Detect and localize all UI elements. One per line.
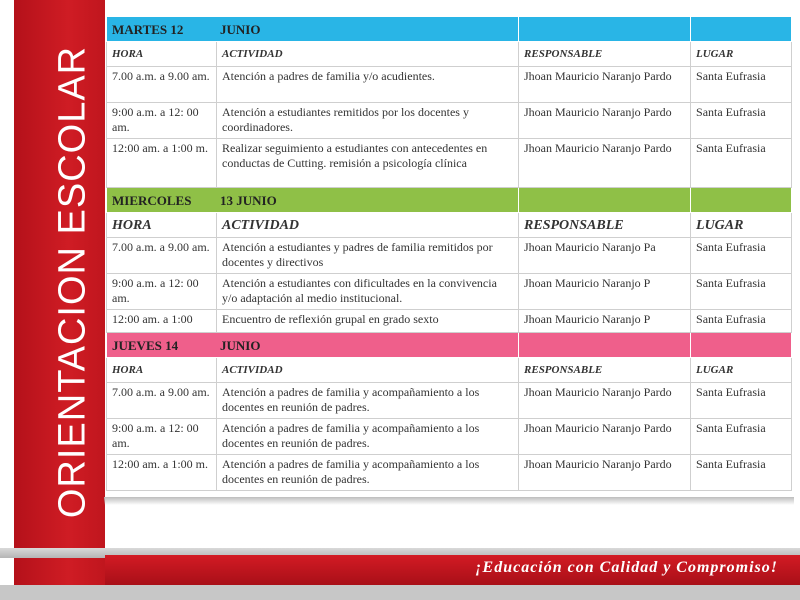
header-actividad: ACTIVIDAD (217, 42, 519, 67)
cell-lugar: Santa Eufrasia (691, 419, 792, 455)
cell-actividad: Atención a estudiantes remitidos por los docentes y coordinadores. (217, 103, 519, 139)
cell-responsable: Jhoan Mauricio Naranjo P (519, 274, 691, 310)
cell-responsable: Jhoan Mauricio Naranjo Pardo (519, 67, 691, 103)
cell-hora: 12:00 am. a 1:00 m. (107, 139, 217, 188)
table-row (107, 419, 792, 455)
sidebar-band (14, 0, 105, 600)
cell-responsable: Jhoan Mauricio Naranjo Pardo (519, 139, 691, 188)
schedule-table (106, 16, 792, 491)
column-headers (107, 42, 792, 67)
cell-hora: 7.00 a.m. a 9.00 am. (107, 383, 217, 419)
cell-lugar: Santa Eufrasia (691, 455, 792, 491)
header-lugar: LUGAR (691, 42, 792, 67)
header-lugar: LUGAR (691, 213, 792, 238)
cell-responsable: Jhoan Mauricio Naranjo P (519, 310, 691, 333)
day-label: MIERCOLES (112, 192, 192, 208)
column-headers (107, 358, 792, 383)
table-row (107, 238, 792, 274)
header-actividad: ACTIVIDAD (217, 358, 519, 383)
cell-lugar: Santa Eufrasia (691, 383, 792, 419)
cell-actividad: Atención a padres de familia y acompañamiento a los docentes en reunión de padres. (217, 419, 519, 455)
cell-hora: 12:00 am. a 1:00 m. (107, 455, 217, 491)
cell-hora: 7.00 a.m. a 9.00 am. (107, 238, 217, 274)
table-row (107, 274, 792, 310)
header-responsable: RESPONSABLE (519, 213, 691, 238)
cell-actividad: Atención a estudiantes con dificultades en la convivencia y/o adaptación al medio institucional. (217, 274, 519, 310)
table-row (107, 310, 792, 333)
table-row (107, 67, 792, 103)
table-row (107, 455, 792, 491)
day-label: MARTES 12 (112, 21, 184, 37)
cell-actividad: Atención a padres de familia y acompañamiento a los docentes en reunión de padres. (217, 383, 519, 419)
table-shadow (104, 497, 794, 505)
footer-slogan: ¡Educación con Calidad y Compromiso! (475, 559, 778, 576)
cell-actividad: Encuentro de reflexión grupal en grado sexto (217, 310, 519, 333)
table-row (107, 103, 792, 139)
cell-actividad: Atención a padres de familia y acompañamiento a los docentes en reunión de padres. (217, 455, 519, 491)
month-label: 13 JUNIO (220, 192, 277, 208)
day-header-martes (107, 17, 792, 42)
cell-lugar: Santa Eufrasia (691, 103, 792, 139)
cell-actividad: Atención a padres de familia y/o acudientes. (217, 67, 519, 103)
header-hora: HORA (107, 213, 217, 238)
header-responsable: RESPONSABLE (519, 358, 691, 383)
header-responsable: RESPONSABLE (519, 42, 691, 67)
cell-lugar: Santa Eufrasia (691, 310, 792, 333)
month-label: JUNIO (220, 21, 261, 37)
table-row (107, 383, 792, 419)
footer-line (0, 585, 800, 600)
column-headers (107, 213, 792, 238)
cell-responsable: Jhoan Mauricio Naranjo Pardo (519, 103, 691, 139)
cell-lugar: Santa Eufrasia (691, 238, 792, 274)
header-lugar: LUGAR (691, 358, 792, 383)
day-label: JUEVES 14 (112, 337, 179, 353)
cell-hora: 12:00 am. a 1:00 (107, 310, 217, 333)
table-row (107, 139, 792, 188)
cell-hora: 7.00 a.m. a 9.00 am. (107, 67, 217, 103)
sidebar-title: ORIENTACION ESCOLAR (51, 45, 94, 519)
cell-hora: 9:00 a.m. a 12: 00 am. (107, 274, 217, 310)
cell-responsable: Jhoan Mauricio Naranjo Pardo (519, 455, 691, 491)
cell-actividad: Atención a estudiantes y padres de familia remitidos por docentes y directivos (217, 238, 519, 274)
cell-lugar: Santa Eufrasia (691, 67, 792, 103)
cell-actividad: Realizar seguimiento a estudiantes con antecedentes en conductas de Cutting. remisión a psicología clínica (217, 139, 519, 188)
cell-lugar: Santa Eufrasia (691, 274, 792, 310)
header-actividad: ACTIVIDAD (217, 213, 519, 238)
cell-hora: 9:00 a.m. a 12: 00 am. (107, 103, 217, 139)
cell-responsable: Jhoan Mauricio Naranjo Pa (519, 238, 691, 274)
day-header-jueves (107, 333, 792, 358)
cell-lugar: Santa Eufrasia (691, 139, 792, 188)
cell-responsable: Jhoan Mauricio Naranjo Pardo (519, 419, 691, 455)
header-hora: HORA (107, 358, 217, 383)
cell-hora: 9:00 a.m. a 12: 00 am. (107, 419, 217, 455)
month-label: JUNIO (220, 337, 261, 353)
cell-responsable: Jhoan Mauricio Naranjo Pardo (519, 383, 691, 419)
header-hora: HORA (107, 42, 217, 67)
day-header-miercoles (107, 188, 792, 213)
